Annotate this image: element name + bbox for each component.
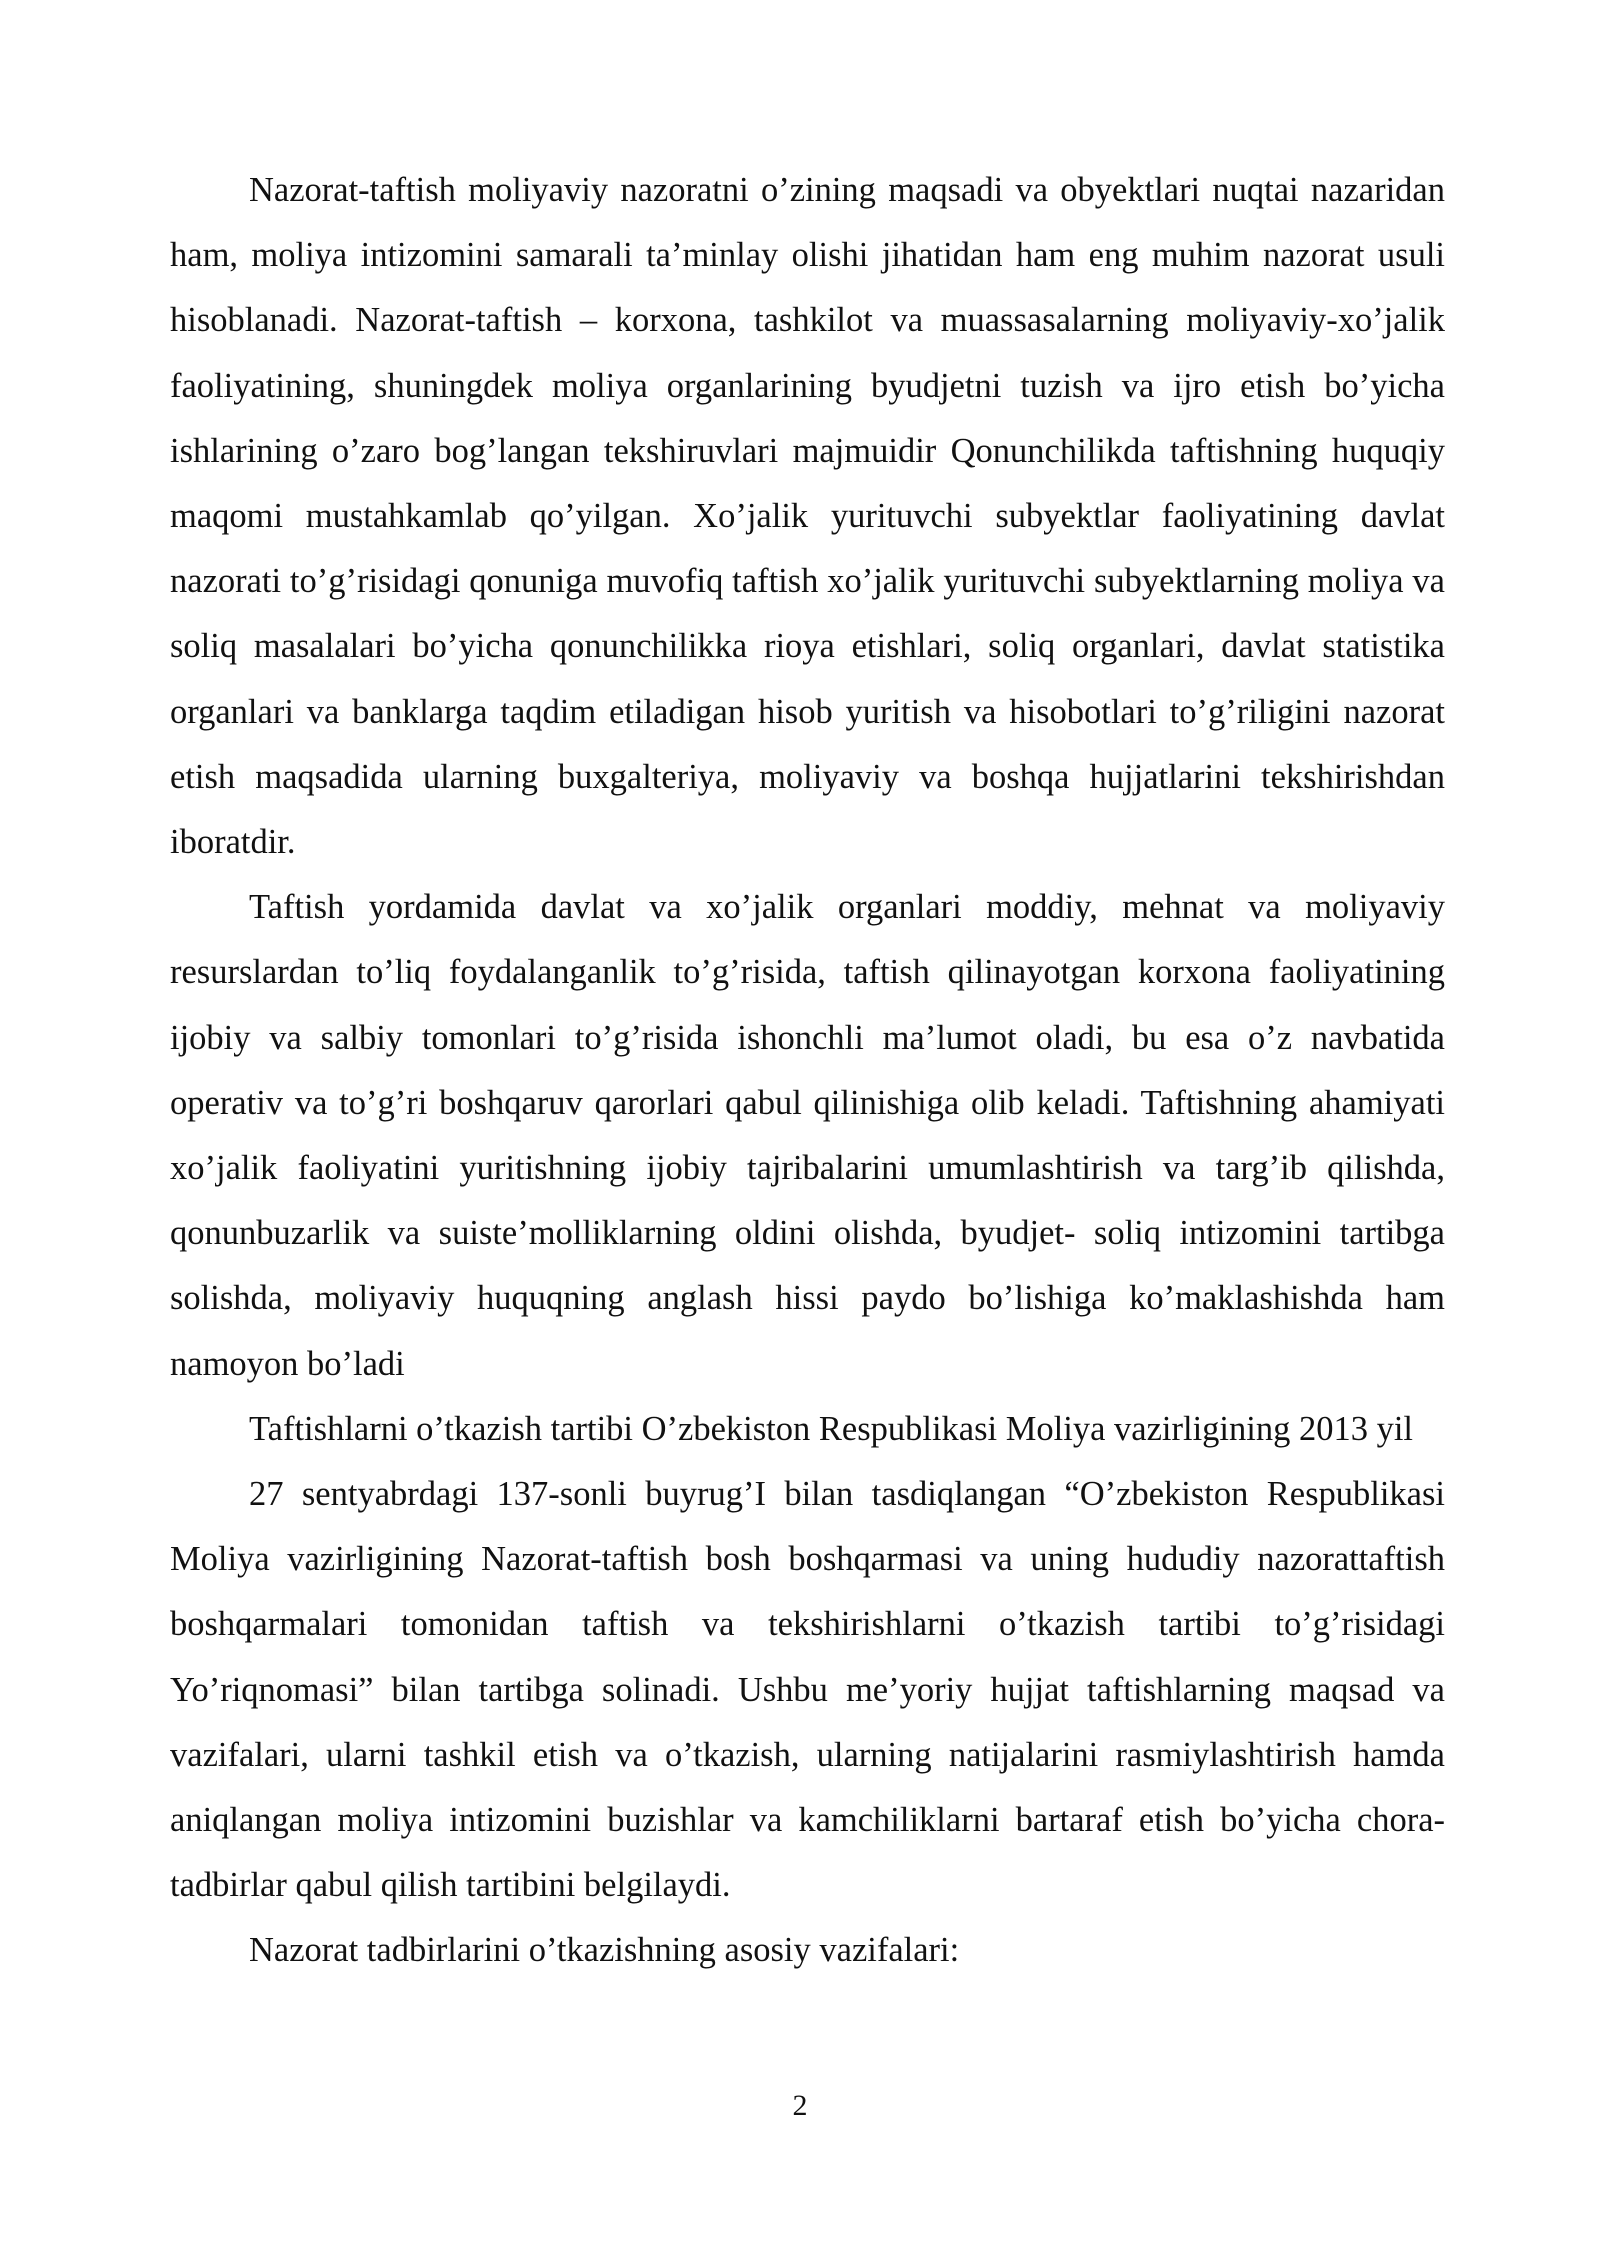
paragraph: 27 sentyabrdagi 137-sonli buyrug’I bilan tasdiqlangan “O’zbekiston Respublikasi Moliya vazirligining Nazorat-taftish bosh boshqarmasi va uning hududiy nazorattaftish boshqarmalari tomonidan taftish va tekshirishlarni o’tkazish tartibi to’g’risidagi Yo’riqnomasi” bilan tartibga solinadi. Ushbu me’yoriy hujjat taftishlarning maqsad va vazifalari, ularni tashkil etish va o’tkazish, ularning natijalarini rasmiylashtirish hamda aniqlangan moliya intizomini buzishlar va kamchiliklarni bartaraf etish bo’yicha chora-tadbirlar qabul qilish tartibini belgilaydi. xyxy=(170,1475,1445,1905)
paragraph: Taftishlarni o’tkazish tartibi O’zbekiston Respublikasi Moliya vazirligining 2013 yil xyxy=(249,1409,1414,1448)
body-text xyxy=(170,158,1445,1984)
page-number: 2 xyxy=(792,2089,808,2122)
paragraph: Nazorat tadbirlarini o’tkazishning asosiy vazifalari: xyxy=(249,1931,960,1970)
paragraph: Nazorat-taftish moliyaviy nazoratni o’zining maqsadi va obyektlari nuqtai nazaridan ham, moliya intizomini samarali ta’minlay olishi jihatidan ham eng muhim nazorat usuli hisoblanadi. Nazorat-taftish – korxona, tashkilot va muassasalarning moliyaviy-xo’jalik faoliyatining, shuningdek moliya organlarining byudjetni tuzish va ijro etish bo’yicha ishlarining o’zaro bog’langan tekshiruvlari majmuidir Qonunchilikda taftishning huquqiy maqomi mustahkamlab qo’yilgan. Xo’jalik yurituvchi subyektlar faoliyatining davlat nazorati to’g’risidagi qonuniga muvofiq taftish xo’jalik yurituvchi subyektlarning moliya va soliq masalalari bo’yicha qonunchilikka rioya etishlari, soliq organlari, davlat statistika organlari va banklarga taqdim etiladigan hisob yuritish va hisobotlari to’g’riligini nazorat etish maqsadida ularning buxgalteriya, moliyaviy va boshqa hujjatlarini tekshirishdan iboratdir. xyxy=(170,171,1445,862)
paragraph: Taftish yordamida davlat va xo’jalik organlari moddiy, mehnat va moliyaviy resurslardan to’liq foydalanganlik to’g’risida, taftish qilinayotgan korxona faoliyatining ijobiy va salbiy tomonlari to’g’risida ishonchli ma’lumot oladi, bu esa o’z navbatida operativ va to’g’ri boshqaruv qarorlari qabul qilinishiga olib keladi. Taftishning ahamiyati xo’jalik faoliyatini yuritishning ijobiy tajribalarini umumlashtirish va targ’ib qilishda, qonunbuzarlik va suiste’molliklarning oldini olishda, byudjet- soliq intizomini tartibga solishda, moliyaviy huquqning anglash hissi paydo bo’lishiga ko’maklashishda ham namoyon bo’ladi xyxy=(170,888,1445,1383)
